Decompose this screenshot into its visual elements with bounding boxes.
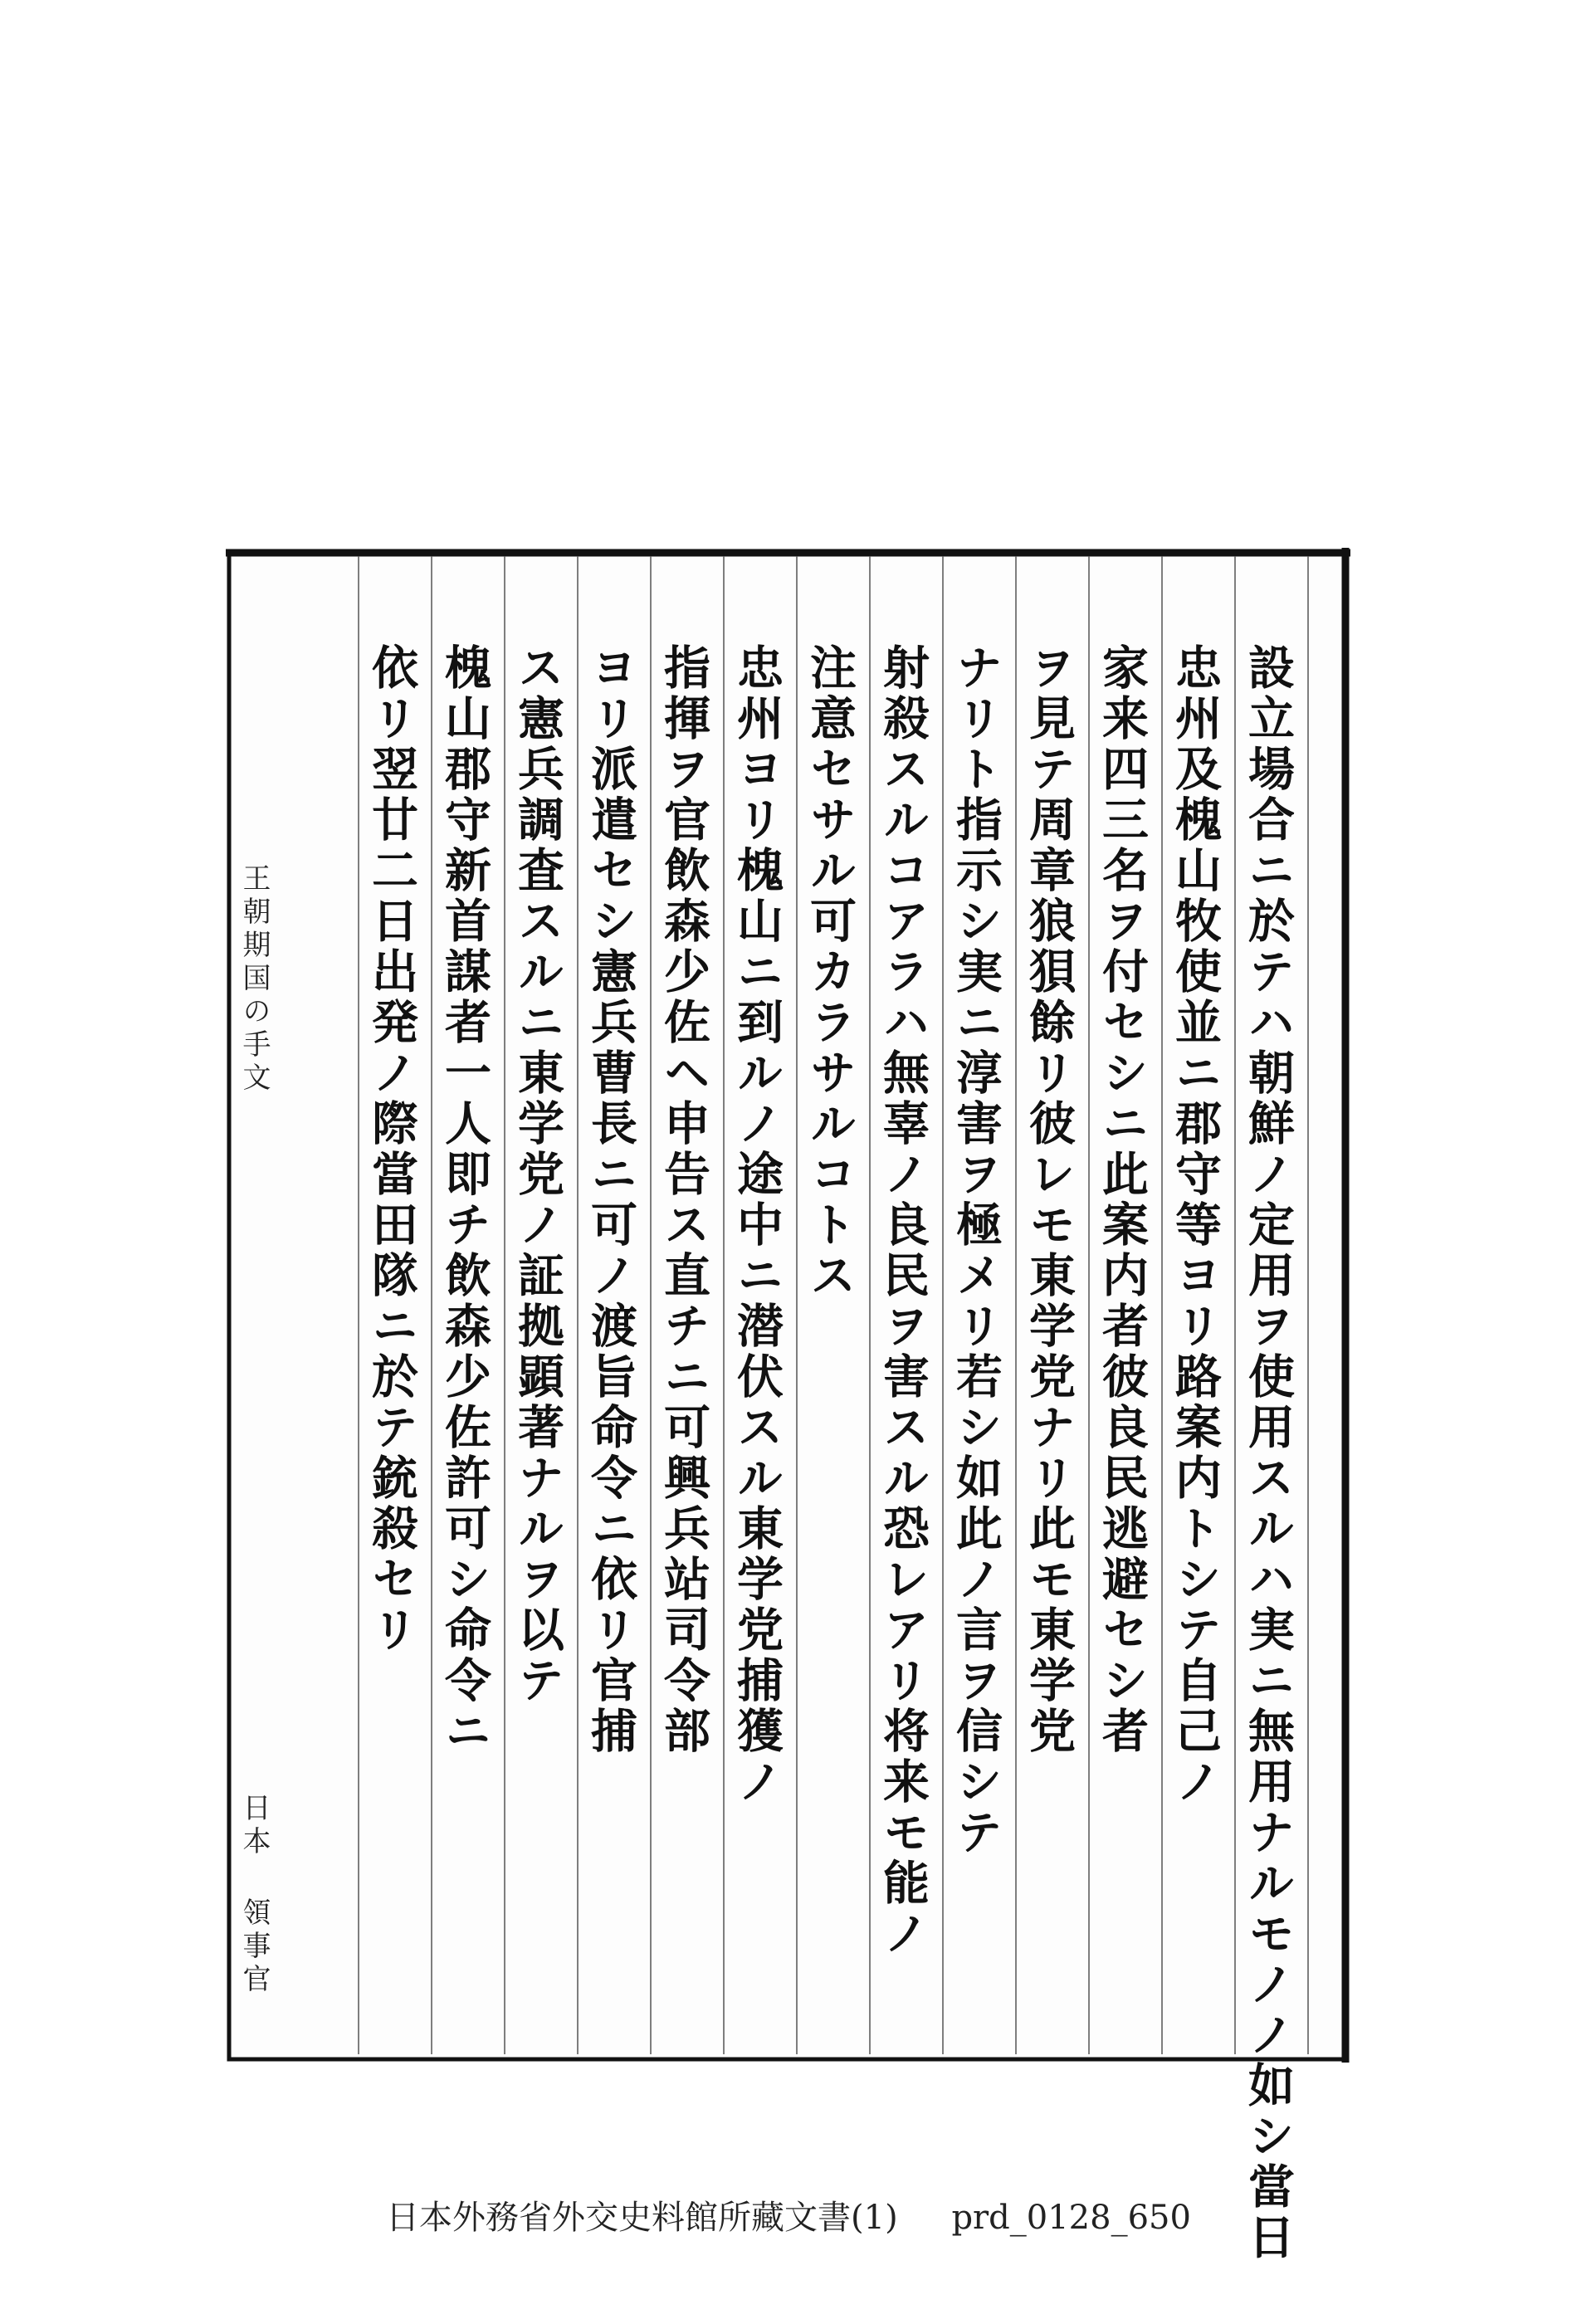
text-column-13: 依リ翌廿二日出発ノ際當田隊ニ於テ銃殺セリ xyxy=(364,643,419,1656)
text-column-10: ヨリ派遣セシ憲兵曹長ニ可ノ渡旨命令ニ依リ官捕 xyxy=(583,643,638,1757)
text-column-2: 忠州及槐山牧使並ニ郡守等ヨリ路案内トシテ自己ノ xyxy=(1168,643,1223,1808)
caption-document-id: prd_0128_650 xyxy=(951,2199,1191,2237)
text-column-1: 設立場合ニ於テハ朝鮮ノ定用ヲ使用スルハ実ニ無用ナルモノノ如シ當日 xyxy=(1241,643,1296,2263)
caption-archive-name: 日本外務省外交史料館所藏文書(1) xyxy=(386,2199,898,2237)
text-column-7: 注意セサル可カラサルコトス xyxy=(803,643,857,1301)
text-column-9: 指揮ヲ官飲森少佐ヘ申告ス直チニ可興兵站司令部 xyxy=(657,643,711,1757)
text-column-4: ヲ見テ周章狼狽餘リ彼レモ東学党ナリ此モ東学党 xyxy=(1022,643,1077,1757)
text-column-3: 家来四三名ヲ付セシニ此案内者彼良民逃避セシ者 xyxy=(1095,643,1150,1757)
archive-caption xyxy=(0,2191,1577,2239)
text-column-6: 射殺スルコアラハ無辜ノ良民ヲ害スル恐レアリ将来モ能ノ xyxy=(876,643,930,1960)
text-column-11: ス憲兵調査スルニ東学党ノ証拠顕著ナルヲ以テ xyxy=(510,643,565,1706)
text-column-12: 槐山郡守新首謀者一人即チ飲森少佐許可シ命令ニ xyxy=(437,643,492,1757)
margin-note-lower: 日本 領事官 xyxy=(237,1793,271,1997)
margin-note-upper: 王朝期国の手文 xyxy=(237,863,271,1096)
text-column-5: ナリト指示シ実ニ淳害ヲ極メリ若シ如此ノ言ヲ信シテ xyxy=(949,643,1003,1858)
text-column-8: 忠州ヨリ槐山ニ到ルノ途中ニ潜伏スル東学党捕獲ノ xyxy=(730,643,784,1808)
